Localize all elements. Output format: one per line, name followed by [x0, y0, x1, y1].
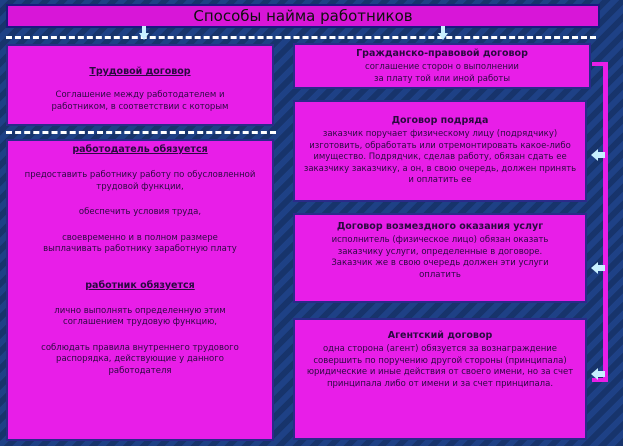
arrow-left-icon	[591, 149, 605, 161]
work-contract-box	[293, 100, 587, 202]
diagram-title: Способы найма работников	[6, 4, 600, 28]
employee-item: соблюдать правила внутреннего трудового распорядка, действующие у данного работодателя	[41, 342, 239, 376]
labor-contract-heading: Трудовой договор	[89, 66, 191, 77]
employer-heading: работодатель обязуется	[72, 144, 208, 155]
arrow-left-icon	[591, 368, 605, 380]
labor-contract-text: Соглашение между работодателем и работником, в соответствии с которым	[51, 90, 229, 112]
arrow-down-icon	[139, 26, 149, 40]
civil-contract-heading: Гражданско-правовой договор	[356, 48, 528, 59]
top-divider	[6, 36, 596, 39]
employer-item: своевременно и в полном размере выплачивать работнику заработную плату	[43, 232, 237, 254]
agency-contract-box	[293, 318, 587, 440]
work-contract-text: заказчик поручает физическому лицу (подрядчику) изготовить, обработать или отремонтировать какое-либо имущество. Подрядчик, сделав работу, обязан сдать ее заказчику заказчику, а он, в свою очередь, должен принять и оплатить ее	[303, 129, 577, 185]
work-contract-heading: Договор подряда	[391, 115, 489, 126]
civil-contract-text: соглашение сторон о выполнении за плату той или иной работы	[365, 62, 519, 84]
labor-contract-box	[6, 44, 274, 126]
employer-item: предоставить работнику работу по обусловленной трудовой функции,	[24, 170, 256, 192]
left-middle-divider	[6, 131, 276, 134]
services-contract-box	[293, 213, 587, 303]
arrow-left-icon	[591, 262, 605, 274]
arrow-down-icon	[438, 26, 448, 40]
connector-rail	[603, 62, 608, 382]
obligations-box	[6, 139, 274, 441]
services-contract-text: исполнитель (физическое лицо) обязан оказать заказчику услуги, определенные в договоре. Заказчик же в свою очередь должен эти услуги оплатить	[331, 235, 549, 280]
employee-item: лично выполнять определенную этим соглашением трудовую функцию,	[54, 305, 226, 327]
civil-contract-box	[293, 43, 591, 89]
agency-contract-heading: Агентский договор	[387, 330, 493, 341]
employer-item: обеспечить условия труда,	[78, 207, 202, 217]
services-contract-heading: Договор возмездного оказания услуг	[336, 221, 544, 232]
employee-heading: работник обязуется	[85, 279, 195, 291]
connector-rail-top	[592, 62, 608, 66]
agency-contract-text: одна сторона (агент) обязуется за вознаграждение совершить по поручению другой стороны (принципала) юридические и иные действия от своего имени, но за счет принципала либо от имени и за счет принципала.	[306, 344, 574, 389]
